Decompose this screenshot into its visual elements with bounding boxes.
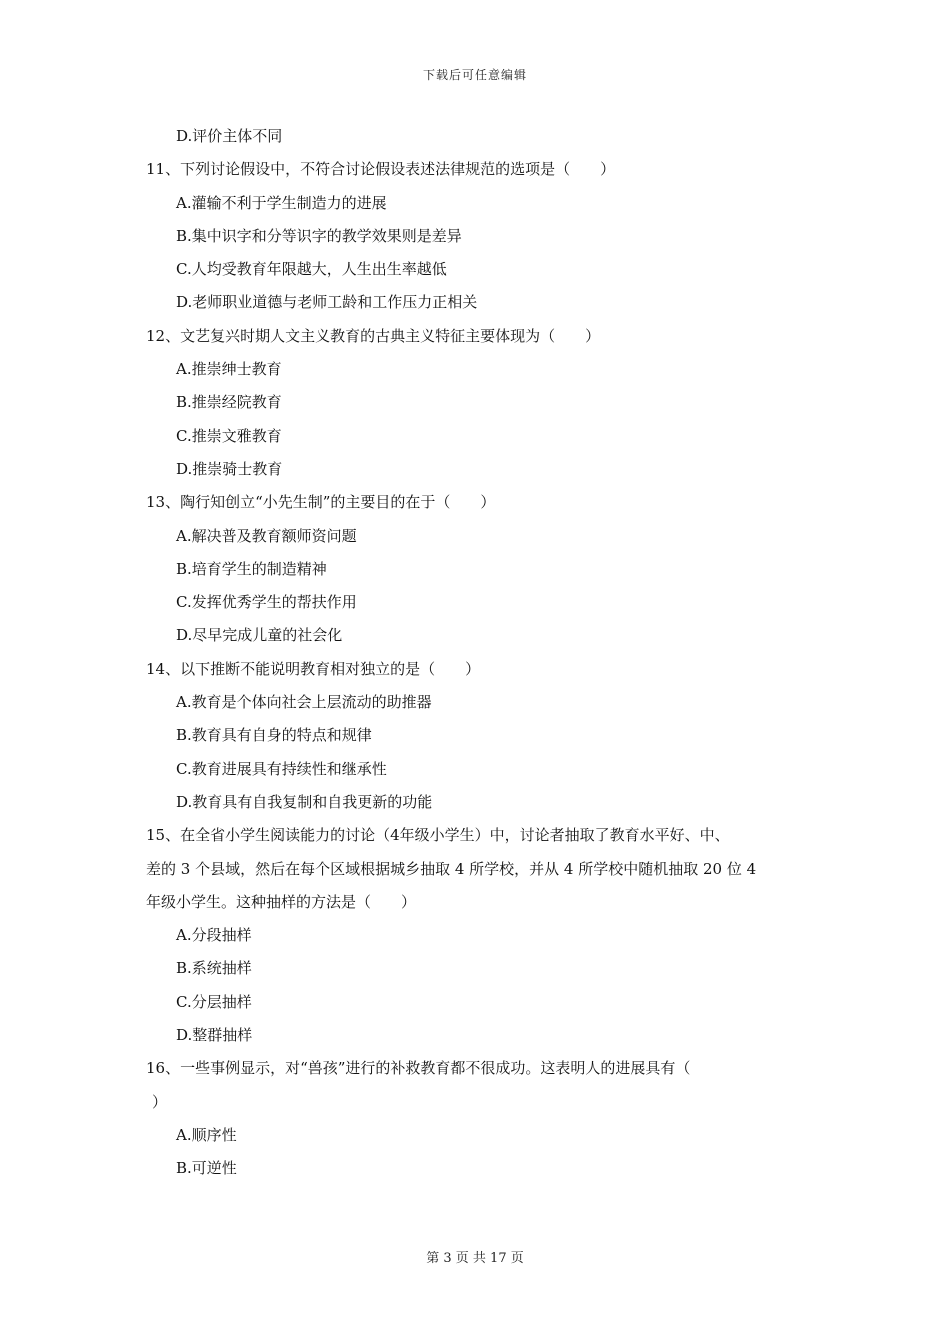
question-text: 11、下列讨论假设中，不符合讨论假设表述法律规范的选项是（ ） [146, 160, 616, 179]
document-body [146, 124, 814, 1190]
answer-option: D.评价主体不同 [176, 127, 283, 145]
answer-option: D.整群抽样 [176, 1026, 253, 1045]
answer-option: C.推崇文雅教育 [176, 426, 282, 445]
answer-option: A.分段抽样 [176, 926, 252, 945]
answer-option: A.灌输不利于学生制造力的进展 [176, 193, 387, 212]
answer-option: A.顺序性 [176, 1125, 237, 1144]
answer-option: A.推崇绅士教育 [176, 360, 282, 379]
answer-option: C.发挥优秀学生的帮扶作用 [176, 593, 357, 612]
answer-option: D.老师职业道德与老师工龄和工作压力正相关 [176, 293, 478, 312]
question-text: 15、在全省小学生阅读能力的讨论（4年级小学生）中，讨论者抽取了教育水平好、中、 [146, 826, 730, 845]
answer-option: C.教育进展具有持续性和继承性 [176, 759, 387, 778]
answer-option: C.人均受教育年限越大，人生出生率越低 [176, 260, 447, 279]
answer-option: B.教育具有自身的特点和规律 [176, 726, 372, 745]
question-text: 12、文艺复兴时期人文主义教育的古典主义特征主要体现为（ ） [146, 326, 601, 345]
answer-option: C.分层抽样 [176, 992, 252, 1011]
answer-option: D.教育具有自我复制和自我更新的功能 [176, 792, 433, 811]
page-footer: 第 3 页 共 17 页 [426, 1251, 524, 1266]
answer-option: B.培育学生的制造精神 [176, 559, 327, 578]
answer-option: B.可逆性 [176, 1159, 237, 1178]
question-text: 年级小学生。这种抽样的方法是（ ） [146, 892, 417, 911]
answer-option: D.推崇骑士教育 [176, 459, 283, 478]
question-continuation: ） [152, 1092, 168, 1111]
answer-option: B.集中识字和分等识字的教学效果则是差异 [176, 226, 462, 245]
answer-option: B.推崇经院教育 [176, 393, 282, 412]
answer-option: A.解决普及教育额师资问题 [176, 526, 357, 545]
question-text: 16、一些事例显示，对“兽孩”进行的补救教育都不很成功。这表明人的进展具有（ [146, 1059, 691, 1078]
page-header: 下载后可任意编辑 [422, 68, 527, 82]
answer-option: B.系统抽样 [176, 959, 252, 978]
question-text: 13、陶行知创立“小先生制”的主要目的在于（ ） [146, 493, 496, 512]
answer-option: D.尽早完成儿童的社会化 [176, 626, 343, 645]
answer-option: A.教育是个体向社会上层流动的助推器 [176, 693, 432, 712]
question-text: 差的 3 个县域，然后在每个区域根据城乡抽取 4 所学校，并从 4 所学校中随机抽取 20 位 4 [146, 859, 757, 878]
question-text: 14、以下推断不能说明教育相对独立的是（ ） [146, 659, 481, 678]
